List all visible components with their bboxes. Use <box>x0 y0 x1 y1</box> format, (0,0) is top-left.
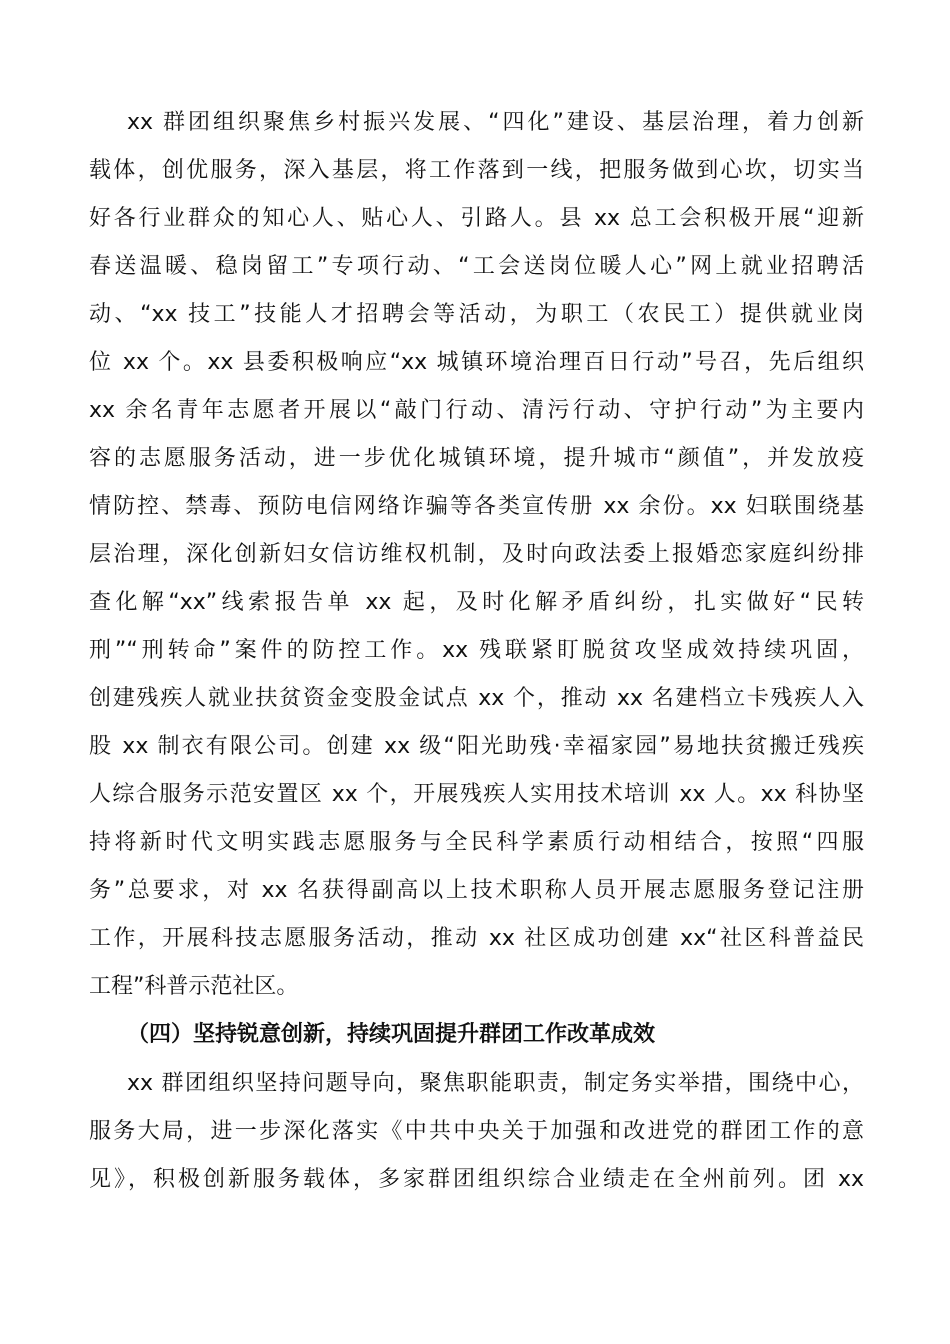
paragraph-line: 好各行业群众的知心人、贴心人、引路人。县 xx 总工会积极开展“迎新 <box>89 206 864 231</box>
paragraph-line: 刑”“刑转命”案件的防控工作。xx 残联紧盯脱贫攻坚成效持续巩固， <box>89 638 864 663</box>
paragraph-line: 务”总要求，对 xx 名获得副高以上技术职称人员开展志愿服务登记注册 <box>89 878 864 903</box>
paragraph-line: 工作，开展科技志愿服务活动，推动 xx 社区成功创建 xx“社区科普益民 <box>89 926 864 951</box>
paragraph-1 <box>89 99 864 1011</box>
paragraph-line: 动、“xx 技工”技能人才招聘会等活动，为职工（农民工）提供就业岗 <box>89 302 864 327</box>
paragraph-line: 春送温暖、稳岗留工”专项行动、“工会送岗位暖人心”网上就业招聘活 <box>89 254 864 279</box>
paragraph-line: 工程”科普示范社区。 <box>89 974 299 999</box>
paragraph-line: 服务大局，进一步深化落实《中共中央关于加强和改进党的群团工作的意 <box>89 1119 864 1144</box>
paragraph-line: 载体，创优服务，深入基层，将工作落到一线，把服务做到心坎，切实当 <box>89 158 864 183</box>
paragraph-line: 位 xx 个。xx 县委积极响应“xx 城镇环境治理百日行动”号召，先后组织 <box>89 350 864 375</box>
paragraph-line: xx 群团组织聚焦乡村振兴发展、“四化”建设、基层治理，着力创新 <box>127 110 864 135</box>
paragraph-line: 创建残疾人就业扶贫资金变股金试点 xx 个，推动 xx 名建档立卡残疾人入 <box>89 686 864 711</box>
paragraph-line: 情防控、禁毒、预防电信网络诈骗等各类宣传册 xx 余份。xx 妇联围绕基 <box>89 494 864 519</box>
paragraph-line: 容的志愿服务活动，进一步优化城镇环境，提升城市“颜值”，并发放疫 <box>89 446 864 471</box>
paragraph-line: xx 余名青年志愿者开展以“敲门行动、清污行动、守护行动”为主要内 <box>89 398 864 423</box>
paragraph-line: 人综合服务示范安置区 xx 个，开展残疾人实用技术培训 xx 人。xx 科协坚 <box>89 782 864 807</box>
paragraph-line: 层治理，深化创新妇女信访维权机制，及时向政法委上报婚恋家庭纠纷排 <box>89 542 864 567</box>
paragraph-line: 查化解“xx”线索报告单 xx 起，及时化解矛盾纠纷，扎实做好“民转 <box>89 590 864 615</box>
section-heading-block <box>89 1011 864 1059</box>
paragraph-line: xx 群团组织坚持问题导向，聚焦职能职责，制定务实举措，围绕中心， <box>127 1071 864 1096</box>
paragraph-2 <box>89 1060 864 1204</box>
paragraph-line: 持将新时代文明实践志愿服务与全民科学素质行动相结合，按照“四服 <box>89 830 864 855</box>
paragraph-line: 见》，积极创新服务载体，多家群团组织综合业绩走在全州前列。团 xx <box>89 1167 864 1192</box>
paragraph-line: 股 xx 制衣有限公司。创建 xx 级“阳光助残·幸福家园”易地扶贫搬迁残疾 <box>89 734 864 759</box>
section-heading: （四）坚持锐意创新，持续巩固提升群团工作改革成效 <box>127 1022 656 1047</box>
